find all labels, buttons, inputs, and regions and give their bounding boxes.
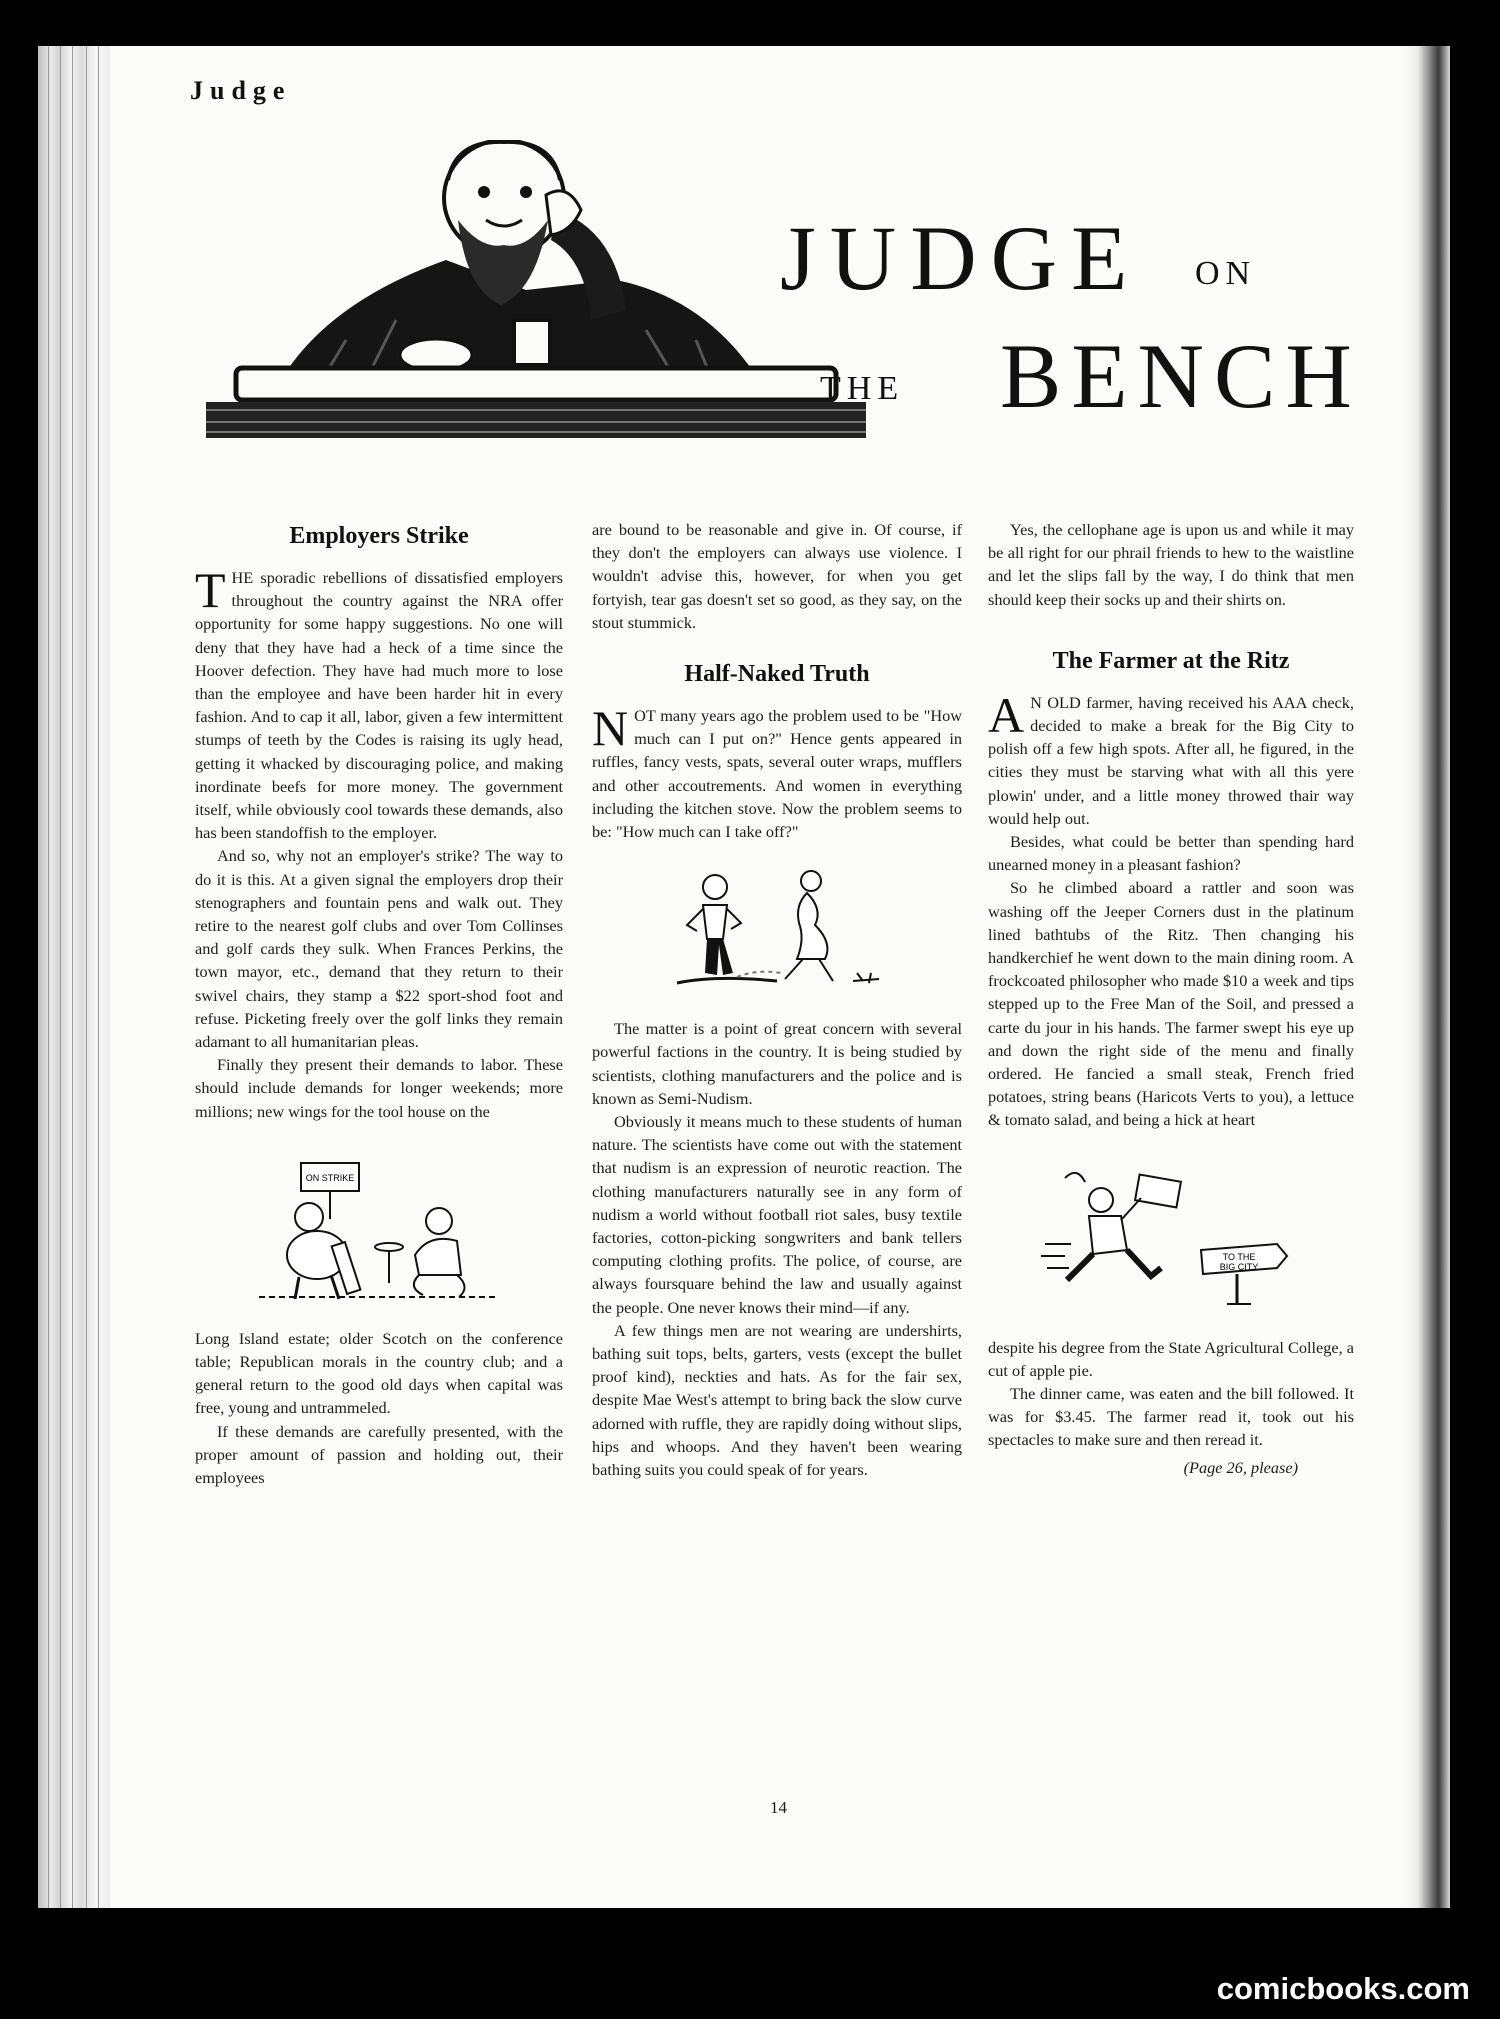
column-3 bbox=[988, 518, 1354, 1479]
svg-text:ON STRIKE: ON STRIKE bbox=[305, 1172, 355, 1183]
title-judge: JUDGE bbox=[780, 207, 1142, 309]
paragraph: Finally they present their demands to labor. These should include demands for longer weekends; more millions; new wings for the tool house on the bbox=[195, 1055, 563, 1121]
paragraph: The matter is a point of great concern with several powerful factions in the country. It is being studied by scientists, clothing manufacturers and the police and is known as Semi-Nudism. bbox=[592, 1019, 962, 1108]
drop-cap: A bbox=[988, 686, 1025, 743]
svg-text:BIG CITY: BIG CITY bbox=[1219, 1261, 1259, 1272]
watermark: comicbooks.com bbox=[1216, 1971, 1470, 2006]
farmer-running-cartoon bbox=[1041, 1164, 1301, 1314]
judge-illustration bbox=[196, 140, 876, 470]
paragraph: If these demands are carefully presented, with the proper amount of passion and holding out, their employees bbox=[195, 1421, 563, 1488]
title-on: ON bbox=[1195, 255, 1257, 292]
drop-cap: N bbox=[592, 700, 629, 757]
page-edge-shadow bbox=[1404, 46, 1450, 1908]
paragraph-continued: Long Island estate; older Scotch on the conference table; Republican morals in the country club; and a general return to the good old days when capital was free, young and untrammeled. bbox=[195, 1328, 563, 1418]
paragraph: THE sporadic rebellions of dissatisfied employers throughout the country against the NRA offer opportunity for some happy suggestions. No one will deny that they have had a heck of a time since the Hoover defection. They have had much more to lose than the employee and have been harder hit in every fashion. And to cap it all, labor, given a few intermittent stumps of teeth by the Codes is raising its ugly head, getting it whacked by discouraging police, and making inordinate beefs for more money. The government itself, while obviously cool towards these demands, also has been standoffish to the employer. bbox=[195, 562, 563, 843]
paragraph: NOT many years ago the problem used to be "How much can I put on?" Hence gents appeared in ruffles, fancy vests, spats, several outer wraps, mufflers and other accoutrements. And women in everything including the kitchen stove. Now the problem seems to be: "How much can I take off?" bbox=[592, 700, 962, 842]
book-binding bbox=[38, 46, 110, 1908]
paragraph: Yes, the cellophane age is upon us and while it may be all right for our phrail friends to hew to the waistline and let the slips fall by the way, I do think that men should keep their socks up and their shirts on. bbox=[988, 520, 1354, 609]
paragraph: And so, why not an employer's strike? The way to do it is this. At a given signal the employers drop their stenographers and fountain pens and walk out. They retire to the nearest golf clubs and over Tom Collinses and golf cards they sulk. When Frances Perkins, the town mayor, etc., demand that they return to their swivel chairs, they stamp a $22 sport-shod foot and refuse. Picketing freely over the golf links they remain adamant to all humanitarian pleas. bbox=[195, 846, 563, 1052]
semi-nudism-cartoon bbox=[657, 865, 897, 995]
title-bench: BENCH bbox=[1000, 325, 1362, 427]
headline-farmer-at-ritz: The Farmer at the Ritz bbox=[1052, 647, 1290, 674]
paragraph: A few things men are not wearing are undershirts, bathing suit tops, belts, garters, vests (except the bullet proof kind), neckties and hats. As for the fair sex, despite Mae West's attempt to bring back the slow curve adorned with ruffle, they are rapidly doing without slips, hips and whoops. And they haven't been wearing bathing suits you could speak of for years. bbox=[592, 1320, 962, 1480]
column-1 bbox=[195, 518, 563, 1489]
paragraph: Besides, what could be better than spending hard unearned money in a pleasant fashion? bbox=[988, 832, 1354, 875]
headline-half-naked-truth: Half-Naked Truth bbox=[684, 661, 870, 688]
title-the: THE bbox=[820, 370, 905, 407]
masthead: Judge bbox=[190, 76, 292, 105]
drop-cap: T bbox=[195, 562, 226, 618]
paragraph: The dinner came, was eaten and the bill followed. It was for $3.45. The farmer read it, took out his spectacles to make sure and then reread it. bbox=[988, 1384, 1354, 1450]
golf-strikers-cartoon bbox=[239, 1155, 519, 1305]
page-number: 14 bbox=[770, 1798, 787, 1817]
paragraph: So he climbed aboard a rattler and soon was washing off the Jeeper Corners dust in the platinum lined bathtubs of the Ritz. Then changing his handkerchief he went down to the main dining room. A frockcoated philosopher who made $10 a week and tips stepped up to the Free Man of the Soil, and pressed a carte du jour in his hands. The farmer swept his eye up and down the right side of the menu and finally ordered. He fancied a small steak, French fried potatoes, string beans (Haricots Verts to you), a lettuce & tomato salad, and being a hick at heart bbox=[988, 878, 1354, 1130]
paragraph-continued: are bound to be reasonable and give in. Of course, if they don't the employers can always use violence. I wouldn't advise this, however, for when you get fortyish, tear gas doesn't set so good, as they say, on the stout stummick. bbox=[592, 520, 962, 632]
paragraph: Obviously it means much to these students of human nature. The scientists have come out with the statement that nudism is an expression of neurotic reaction. The clothing manufacturers naturally see in any form of nudism a world without football riot sales, busy textile factories, cotton-picking songwriters and bank tellers computing clothing profits. The police, of course, are always foursquare behind the law and usually against the people. One never knows their mind—if any. bbox=[592, 1112, 962, 1317]
continued-note: (Page 26, please) bbox=[1183, 1457, 1298, 1477]
headline-employers-strike: Employers Strike bbox=[289, 523, 469, 549]
paragraph: A N OLD farmer, having received his AAA check, decided to make a break for the Big City to polish off a few high spots. After all, he figured, in the cities they must be starving what with all this yere plowin' under, and a little money throwed thair way would help out. bbox=[988, 686, 1354, 828]
svg-text:TO THE: TO THE bbox=[1222, 1251, 1256, 1262]
paragraph-continued: despite his degree from the State Agricultural College, a cut of apple pie. bbox=[988, 1337, 1354, 1380]
column-2 bbox=[592, 518, 962, 1481]
